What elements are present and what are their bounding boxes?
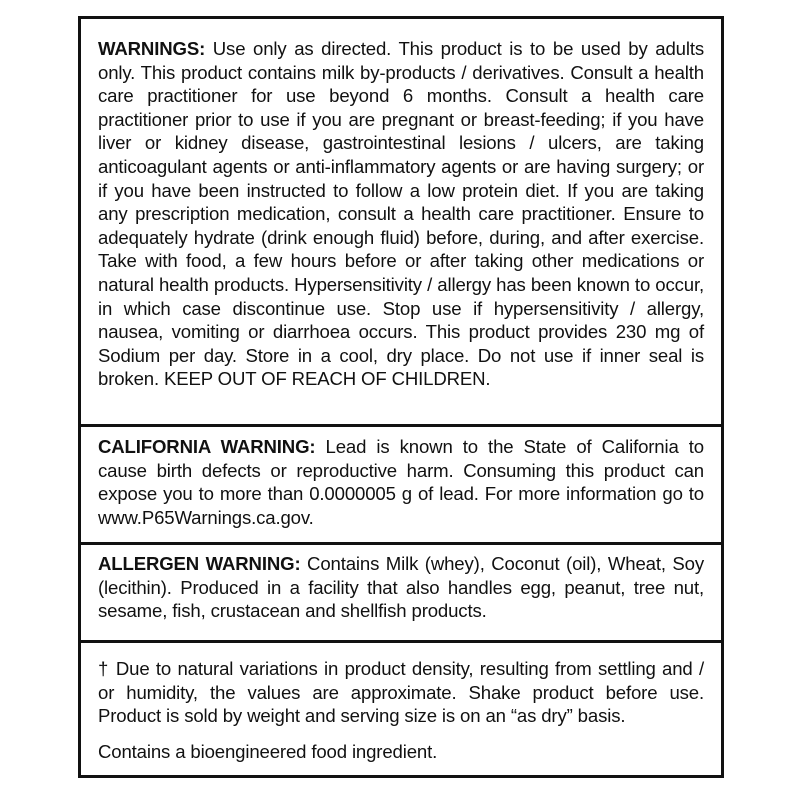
bioengineered-statement: Contains a bioengineered food ingredient. xyxy=(98,740,438,762)
california-warning-panel xyxy=(81,435,721,547)
footnote-text: † Due to natural variations in product density, resulting from settling and / or humidity, the values are approximate. Shake product before use. Product is sold by weight and serving size is on an “as dry” basis. xyxy=(98,658,704,727)
california-warning-text: Lead is known to the State of California to cause birth defects or reproductive harm. Consuming this product can expose you to more than 0.0000005 g of lead. For more information go to www.P65Warnings.ca.gov. xyxy=(98,436,704,528)
footnote-panel xyxy=(81,657,721,777)
california-warning-heading: CALIFORNIA WARNING: xyxy=(98,436,326,457)
warnings-heading: WARNINGS: xyxy=(98,38,213,59)
allergen-warning-text: Contains Milk (whey), Coconut (oil), Wheat, Soy (lecithin). Produced in a facility that also handles egg, peanut, tree nut, sesame, fish, crustacean and shellfish products. xyxy=(98,553,705,622)
section-divider xyxy=(81,640,721,643)
warnings-panel xyxy=(81,37,721,427)
allergen-warning-panel xyxy=(81,552,721,644)
warnings-text: Use only as directed. This product is to be used by adults only. This product contains milk by-products / derivatives. Consult a health care practitioner for use beyond 6 months. Consult a health care practitioner prior to use if you are pregnant or breast-feeding; if you have liver or kidney disease, gastrointestinal lesions / ulcers, are taking anticoagulant agents or anti-inflammatory agents or are having surgery; or if you have been instructed to follow a low protein diet. If you are taking any prescription medication, consult a health care practitioner. Ensure to adequately hydrate (drink enough fluid) before, during, and after exercise. Take with food, a few hours before or after taking other medications or natural health products. Hypersensitivity / allergy has been known to occur, in which case discontinue use. Stop use if hypersensitivity / allergy, nausea, vomiting or diarrhoea occurs. This product provides 230 mg of Sodium per day. Store in a cool, dry place. Do not use if inner seal is broken. KEEP OUT OF REACH OF CHILDREN. xyxy=(98,38,704,390)
section-divider xyxy=(81,542,721,545)
allergen-warning-heading: ALLERGEN WARNING: xyxy=(98,553,308,574)
section-divider xyxy=(81,424,721,427)
supplement-label xyxy=(78,16,724,778)
